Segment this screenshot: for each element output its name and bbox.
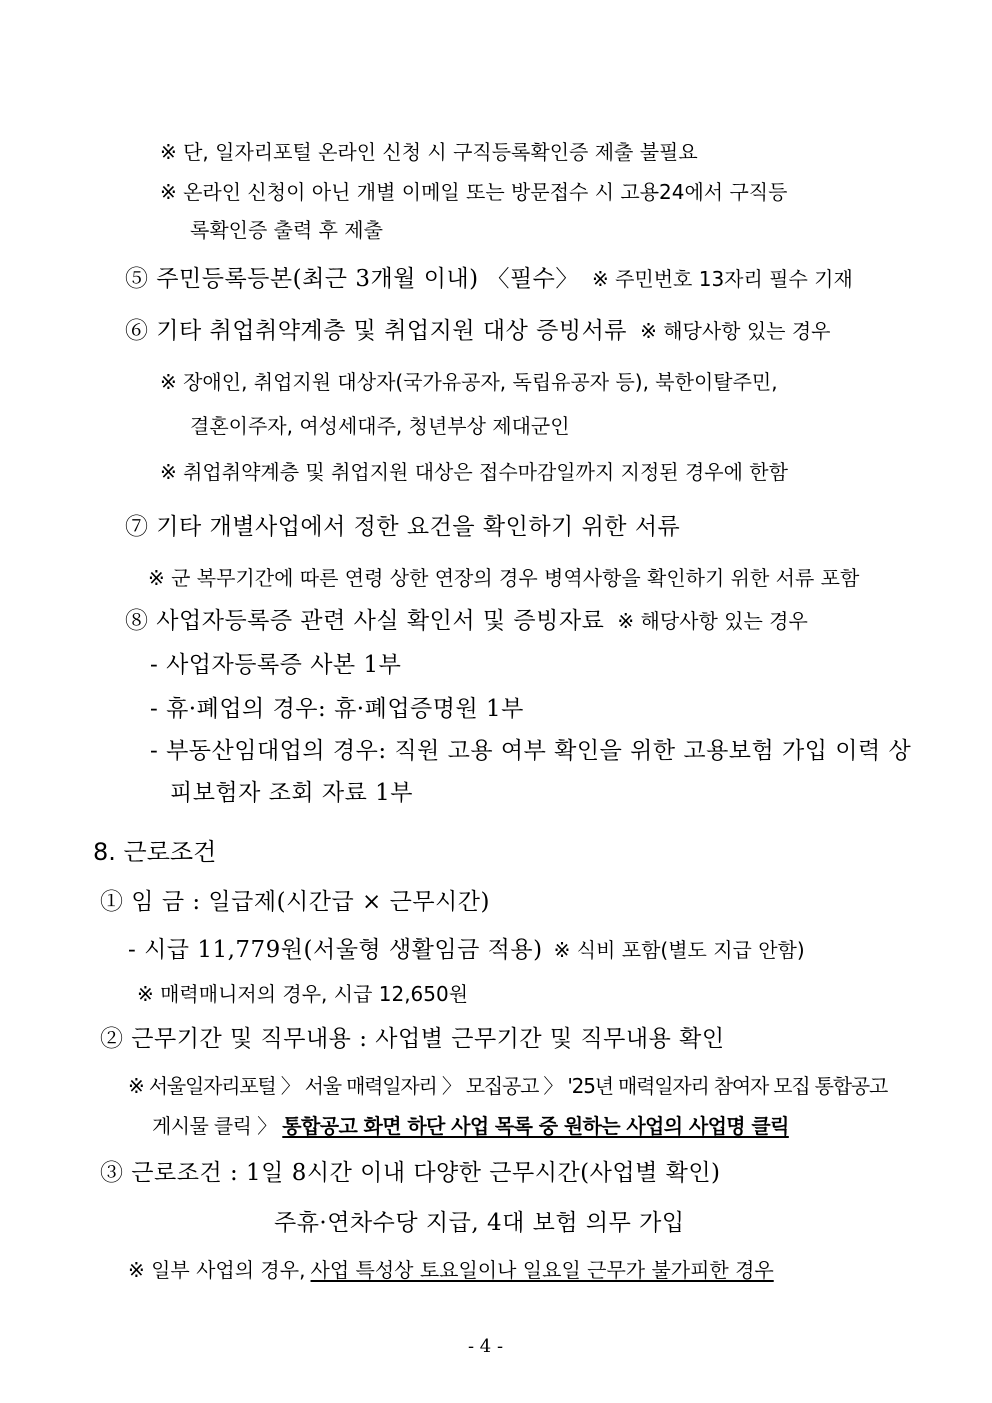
work-period-item: ② 근무기간 및 직무내용 : 사업별 근무기간 및 직무내용 확인 xyxy=(100,1026,725,1052)
item-8 xyxy=(125,608,808,636)
hourly-wage-text: - 시급 11,779원(서울형 생활임금 적용) xyxy=(128,937,543,963)
note-online-application: ※ 단, 일자리포털 온라인 신청 시 구직등록확인증 제출 불필요 xyxy=(160,140,698,164)
note-email-application: ※ 온라인 신청이 아닌 개별 이메일 또는 방문접수 시 고용24에서 구직등 xyxy=(160,180,788,204)
note-vulnerable-groups: ※ 장애인, 취업지원 대상자(국가유공자, 독립유공자 등), 북한이탈주민, xyxy=(160,370,778,394)
item-6-title: ⑥ 기타 취업취약계층 및 취업지원 대상 증빙서류 xyxy=(125,318,628,344)
wage-item: ① 임 금 : 일급제(시간급 × 근무시간) xyxy=(100,889,490,915)
note-email-application-cont: 록확인증 출력 후 제출 xyxy=(190,218,383,242)
item-8-note: ※ 해당사항 있는 경우 xyxy=(617,609,808,633)
note-weekend-work-prefix: ※ 일부 사업의 경우, xyxy=(128,1258,306,1282)
sub-real-estate-lease: - 부동산임대업의 경우: 직원 고용 여부 확인을 위한 고용보험 가입 이력 상 xyxy=(150,738,912,764)
page-number: - 4 - xyxy=(468,1336,504,1357)
note-charm-manager-wage: ※ 매력매니저의 경우, 시급 12,650원 xyxy=(137,982,469,1006)
item-8-title: ⑧ 사업자등록증 관련 사실 확인서 및 증빙자료 xyxy=(125,608,605,634)
note-portal-path: ※ 서울일자리포털 〉 서울 매력일자리 〉 모집공고 〉 '25년 매력일자리 참여자 모집 통합공고 xyxy=(128,1074,888,1098)
note-weekend-work xyxy=(128,1258,774,1282)
item-6 xyxy=(125,318,831,346)
benefits-line: 주휴·연차수당 지급, 4대 보험 의무 가입 xyxy=(274,1210,685,1236)
note-military-service: ※ 군 복무기간에 따른 연령 상한 연장의 경우 병역사항을 확인하기 위한 서류 포함 xyxy=(148,566,860,590)
note-weekend-work-emphasis: 사업 특성상 토요일이나 일요일 근무가 불가피한 경우 xyxy=(310,1258,774,1282)
item-5 xyxy=(125,266,853,294)
note-portal-path-emphasis: 통합공고 화면 하단 사업 목록 중 원하는 사업의 사업명 클릭 xyxy=(282,1114,789,1138)
note-portal-path-cont xyxy=(152,1114,789,1138)
note-portal-path-click: 게시물 클릭 〉 xyxy=(152,1114,277,1138)
sub-business-registration: - 사업자등록증 사본 1부 xyxy=(150,652,402,678)
note-vulnerable-groups-cont: 결혼이주자, 여성세대주, 청년부상 제대군인 xyxy=(190,414,570,438)
item-6-note: ※ 해당사항 있는 경우 xyxy=(640,319,831,343)
sub-real-estate-lease-cont: 피보험자 조회 자료 1부 xyxy=(170,780,414,806)
sub-closure-certificate: - 휴·폐업의 경우: 휴·폐업증명원 1부 xyxy=(150,696,524,722)
item-5-title: ⑤ 주민등록등본(최근 3개월 이내) 〈필수〉 xyxy=(125,266,579,292)
note-designation-deadline: ※ 취업취약계층 및 취업지원 대상은 접수마감일까지 지정된 경우에 한함 xyxy=(160,460,788,484)
section-heading-working-conditions: 8. 근로조건 xyxy=(93,838,217,866)
working-conditions-item: ③ 근로조건 : 1일 8시간 이내 다양한 근무시간(사업별 확인) xyxy=(100,1160,721,1186)
hourly-wage xyxy=(128,937,805,965)
item-5-note: ※ 주민번호 13자리 필수 기재 xyxy=(591,267,853,291)
item-7-title: ⑦ 기타 개별사업에서 정한 요건을 확인하기 위한 서류 xyxy=(125,514,681,540)
hourly-wage-note: ※ 식비 포함(별도 지급 안함) xyxy=(553,938,805,962)
